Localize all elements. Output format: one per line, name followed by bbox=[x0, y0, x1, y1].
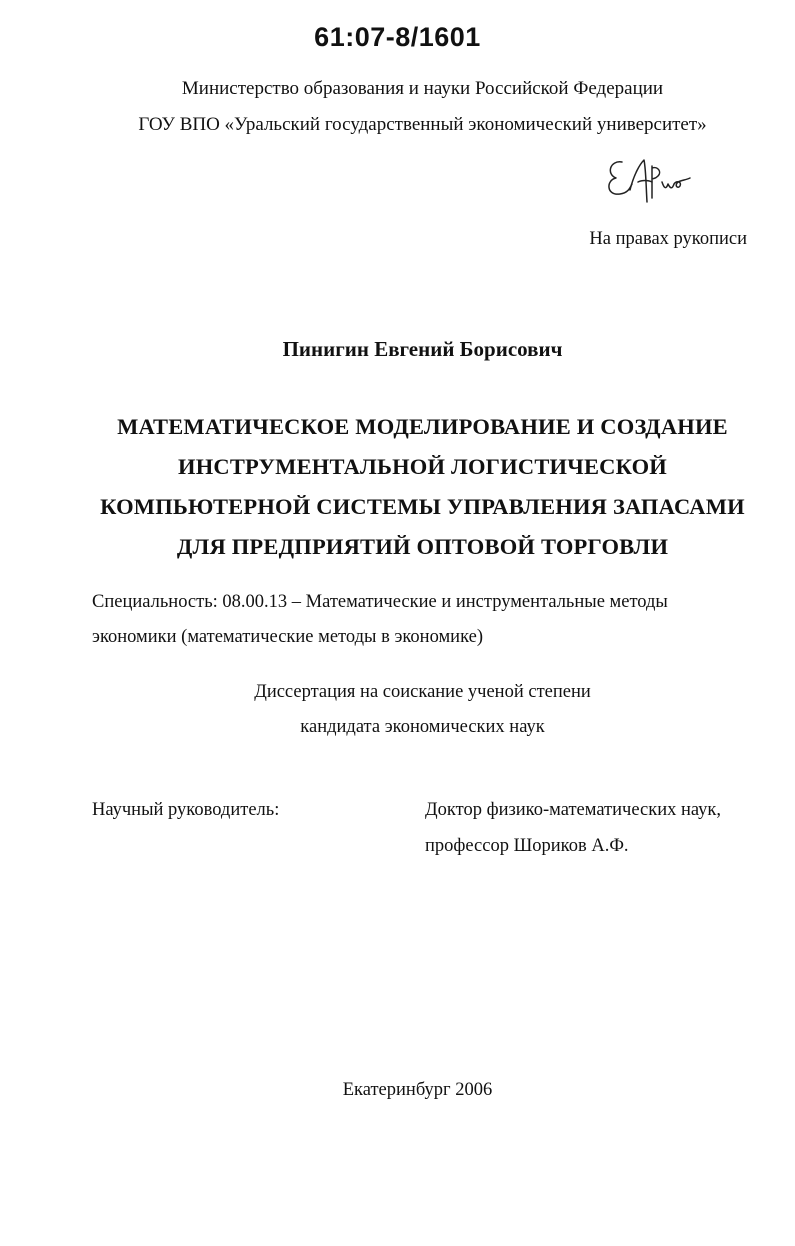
signature-stroke-3 bbox=[638, 181, 652, 183]
signature-stroke-4 bbox=[652, 166, 660, 198]
catalog-code: 61:07-8/1601 bbox=[314, 22, 481, 52]
supervisor-label: Научный руководитель: bbox=[92, 800, 280, 820]
supervisor-degree: Доктор физико-математических наук, bbox=[425, 800, 722, 820]
ministry-name: Министерство образования и науки Российской Федерации bbox=[181, 78, 664, 99]
supervisor-name: профессор Шориков А.Ф. bbox=[425, 836, 629, 856]
dissertation-title-line: МАТЕМАТИЧЕСКОЕ МОДЕЛИРОВАНИЕ И СОЗДАНИЕ bbox=[117, 414, 728, 439]
university-name: ГОУ ВПО «Уральский государственный экономический университет» bbox=[138, 114, 707, 135]
degree-line: Диссертация на соискание ученой степени bbox=[254, 682, 591, 702]
dissertation-title-line: ДЛЯ ПРЕДПРИЯТИЙ ОПТОВОЙ ТОРГОВЛИ bbox=[176, 534, 669, 559]
signature bbox=[600, 152, 695, 210]
dissertation-title-line: КОМПЬЮТЕРНОЙ СИСТЕМЫ УПРАВЛЕНИЯ ЗАПАСАМИ bbox=[100, 494, 745, 519]
specialty-line: экономики (математические методы в экономике) bbox=[92, 627, 483, 647]
degree-line: кандидата экономических наук bbox=[300, 717, 545, 737]
author-name: Пинигин Евгений Борисович bbox=[282, 337, 563, 361]
signature-stroke-1 bbox=[609, 162, 632, 194]
dissertation-title-line: ИНСТРУМЕНТАЛЬНОЙ ЛОГИСТИЧЕСКОЙ bbox=[178, 454, 667, 479]
specialty-line: Специальность: 08.00.13 – Математические и инструментальные методы bbox=[92, 592, 668, 612]
city-year: Екатеринбург 2006 bbox=[342, 1080, 493, 1100]
manuscript-rights-note: На правах рукописи bbox=[589, 229, 747, 249]
signature-stroke-5 bbox=[662, 178, 690, 188]
